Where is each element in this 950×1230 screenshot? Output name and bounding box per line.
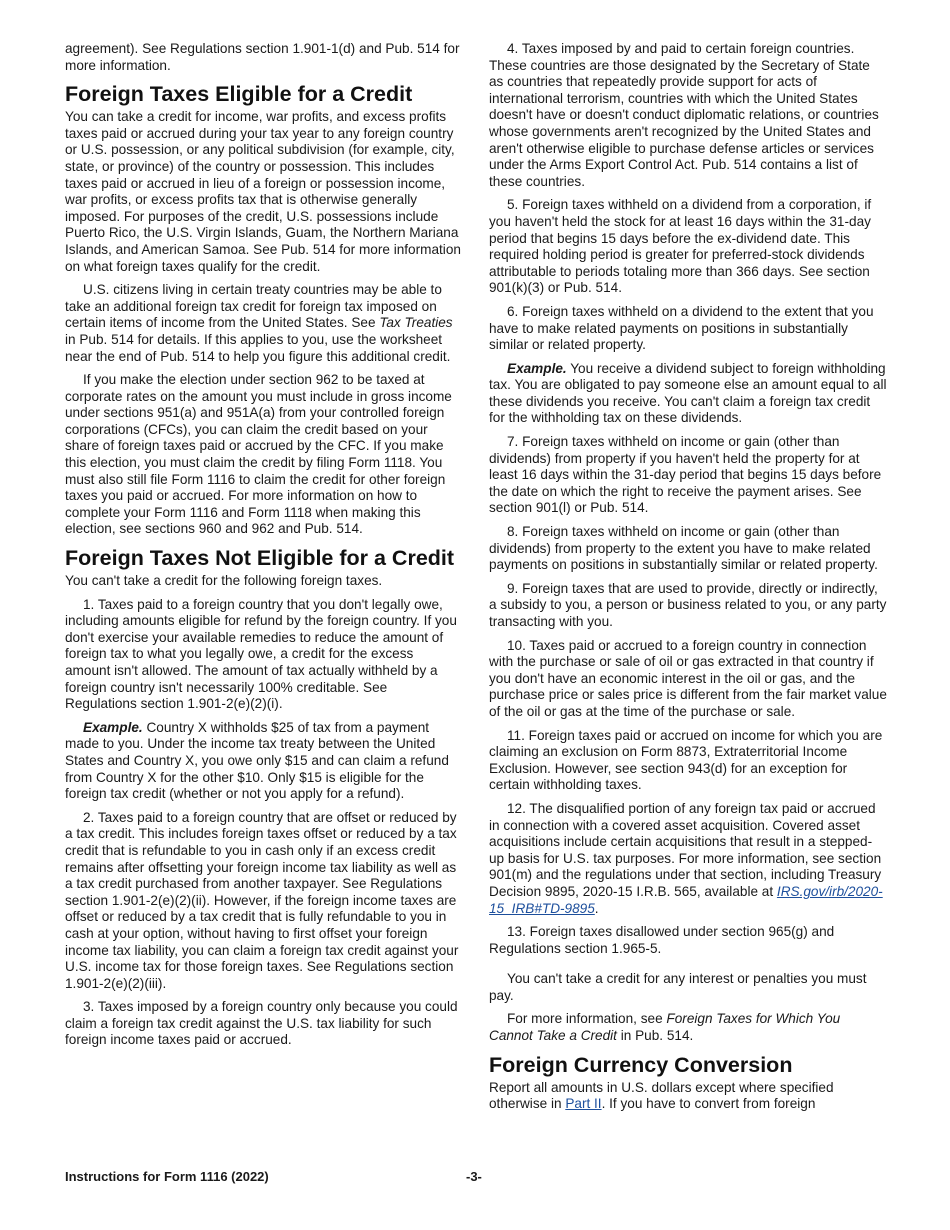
- list-item-6: 6. Foreign taxes withheld on a dividend to the extent that you have to make related payments on positions in substantially similar or related property.: [489, 303, 874, 353]
- list-item-11: 11. Foreign taxes paid or accrued on income for which you are claiming an exclusion on Form 8873, Extraterritorial Income Exclusion. However, see section 943(d) for an exception for certain withholding taxes.: [489, 727, 883, 793]
- pub-514-section-ref: Foreign Taxes for Which You Cannot Take a Credit: [489, 1011, 841, 1044]
- list-item-13: 13. Foreign taxes disallowed under section 965(g) and Regulations section 1.965-5.: [489, 924, 835, 956]
- heading-not-eligible: Foreign Taxes Not Eligible for a Credit: [65, 546, 455, 571]
- footer-title: Instructions for Form 1116 (2022): [65, 1169, 269, 1184]
- paragraph-treaty: U.S. citizens living in certain treaty countries may be able to take an additional foreign tax credit for foreign tax imposed on certain items of income from the United States. See Tax Treaties in Pub. 514 for details. If this applies to you, use the worksheet near the end of Pub. 514 to help you figure this additional credit.: [65, 282, 453, 364]
- paragraph-eligible: You can take a credit for income, war profits, and excess profits taxes paid or accrued during your tax year to any foreign country or U.S. possession, or any political subdivision (for example, city, state, or province) of the country or possession. This includes taxes paid or accrued in lieu of a foreign or possession income, war profits, or excess profits tax that is otherwise generally imposed. For purposes of the credit, U.S. possessions include Puerto Rico, the U.S. Virgin Islands, Guam, the Northern Mariana Islands, and American Samoa. See Pub. 514 for more information on what foreign taxes qualify for the credit.: [65, 109, 461, 274]
- intro-paragraph: agreement). See Regulations section 1.901-1(d) and Pub. 514 for more information.: [65, 41, 460, 73]
- paragraph-section-962: If you make the election under section 962 to be taxed at corporate rates on the amount you must include in gross income under sections 951(a) and 951A(a) from your controlled foreign corporations (CFCs), you can claim the credit based on your share of foreign taxes paid or accrued by the CFC. If you make this election, you must claim the credit by filing Form 1118. You must also still file Form 1116 to claim the credit for other foreign taxes you paid or accrued. For more information on how to complete your Form 1116 and Form 1118 when making this election, see sections 960 and 962 and Pub. 514.: [65, 372, 452, 537]
- example-label: Example.: [507, 360, 567, 376]
- paragraph-interest: You can't take a credit for any interest or penalties you must pay.: [489, 971, 867, 1003]
- example-2: Example. You receive a dividend subject to foreign withholding tax. You are obligated to pay someone else an amount equal to all these dividends you receive. You can't claim a foreign tax credit for the withholding tax on these dividends.: [489, 360, 887, 426]
- example-1: Example. Country X withholds $25 of tax from a payment made to you. Under the income tax treaty between the United States and Country X, you owe only $15 and can claim a refund from Country X for the other $10. Only $15 is eligible for the foreign tax credit (whether or not you apply for a refund).: [65, 719, 449, 802]
- list-item-2: 2. Taxes paid to a foreign country that are offset or reduced by a tax credit. This includes foreign taxes offset or reduced by a tax credit that is refundable to you in cash only if an excess credit remains after offsetting your foreign income tax liability as well as a tax credit purchased from another taxpayer. See Regulations section 1.901-2(e)(2)(ii). However, if the foreign income taxes are offset or reduced by a tax credit that is fully refundable to you in cash at your option, without having to first offset your foreign income tax liability, you can claim a foreign tax credit against your U.S. income tax for those foreign taxes. See Regulations section 1.901-2(e)(2)(iii).: [65, 809, 459, 991]
- td-9895-link[interactable]: IRS.gov/irb/2020-15_IRB#TD-9895: [489, 883, 883, 916]
- left-column: [65, 41, 462, 1056]
- list-item-7: 7. Foreign taxes withheld on income or gain (other than dividends) from property if you haven't held the property for at least 16 days within the 31-day period that begins 15 days before the date on which the right to receive the payment arises. See section 901(l) or Pub. 514.: [489, 434, 882, 516]
- part-ii-link[interactable]: Part II: [565, 1096, 602, 1112]
- right-column: [489, 41, 887, 1120]
- paragraph-not-eligible-intro: You can't take a credit for the following foreign taxes.: [65, 573, 383, 589]
- page-number: -3-: [466, 1169, 482, 1184]
- list-item-8: 8. Foreign taxes withheld on income or gain (other than dividends) from property to the extent you have to make related payments on positions in substantially similar or related property.: [489, 524, 878, 573]
- heading-currency-conversion: Foreign Currency Conversion: [489, 1052, 793, 1077]
- list-item-3: 3. Taxes imposed by a foreign country only because you could claim a foreign tax credit against the U.S. tax liability for such foreign income taxes paid or accrued.: [65, 999, 458, 1048]
- heading-eligible: Foreign Taxes Eligible for a Credit: [65, 82, 413, 107]
- list-item-5: 5. Foreign taxes withheld on a dividend from a corporation, if you haven't held the stock for at least 16 days within the 31-day period that begins 15 days before the ex-dividend date. This required holding period is greater for preferred-stock dividends attributable to periods totaling more than 366 days. See section 901(k)(3) or Pub. 514.: [489, 197, 872, 296]
- list-item-10: 10. Taxes paid or accrued to a foreign country in connection with the purchase or sale of oil or gas extracted in that country if you don't have an economic interest in the oil or gas, and the purchase price or sales price is different from the fair market value of the oil or gas at the time of the purchase or sale.: [489, 637, 887, 719]
- list-item-4: 4. Taxes imposed by and paid to certain foreign countries. These countries are those designated by the Secretary of State as countries that repeatedly provide support for acts of international terrorism, countries with which the United States doesn't have or doesn't conduct diplomatic relations, or countries whose governments aren't recognized by the United States and aren't otherwise eligible to purchase defense articles or services under the Arms Export Control Act. Pub. 514 contains a list of these countries.: [489, 41, 879, 189]
- paragraph-currency: Report all amounts in U.S. dollars except where specified otherwise in Part II. If you have to convert from foreign: [489, 1079, 834, 1112]
- list-item-1: 1. Taxes paid to a foreign country that you don't legally owe, including amounts eligible for refund by the foreign country. If you don't exercise your available remedies to reduce the amount of foreign tax to what you legally owe, a credit for the excess amount isn't allowed. The amount of tax actually withheld by a foreign country isn't necessarily 100% creditable. See Regulations section 1.901-2(e)(2)(i).: [65, 596, 457, 712]
- tax-treaties-ref: Tax Treaties: [379, 315, 453, 331]
- list-item-9: 9. Foreign taxes that are used to provide, directly or indirectly, a subsidy to you, a person or business related to you, or any party transacting with you.: [489, 580, 887, 629]
- example-label: Example.: [83, 719, 143, 735]
- list-item-12: 12. The disqualified portion of any foreign tax paid or accrued in connection with a covered asset acquisition. Covered asset acquisitions include certain acquisitions that result in a stepped-up basis for U.S. tax purposes. For more information, see section 901(m) and the regulations under that section, including Treasury Decision 9895, 2020-15 I.R.B. 565, available at IRS.gov/irb/2020-15_IRB#TD-9895.: [489, 800, 883, 916]
- paragraph-more-info: For more information, see Foreign Taxes for Which You Cannot Take a Credit in Pub. 514.: [489, 1011, 841, 1044]
